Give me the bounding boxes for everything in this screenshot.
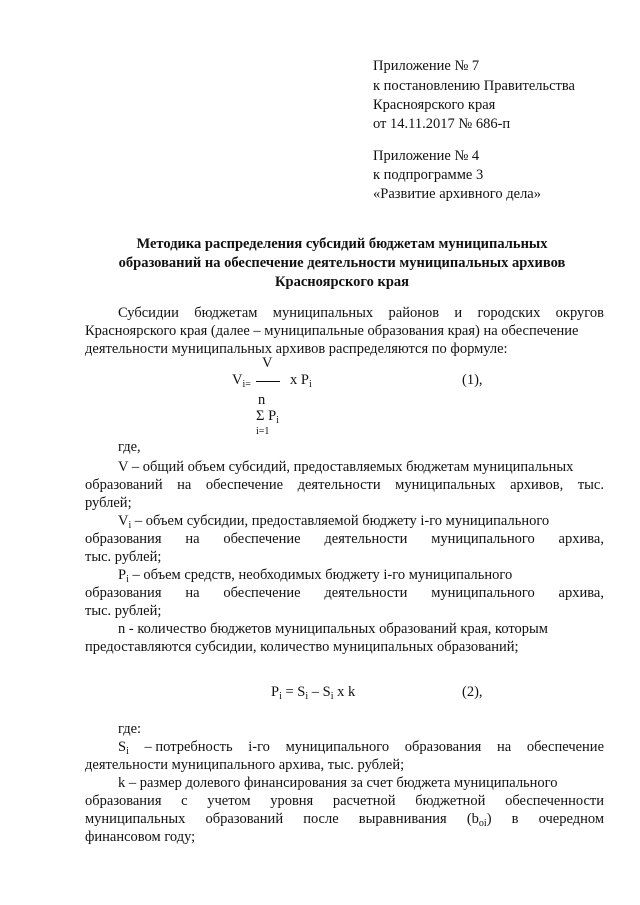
def-k-line: k – размер долевого финансирования за счет бюджета муниципального [118,775,558,791]
def-v-line: V – общий объем субсидий, предоставляемых бюджетам муниципальных [118,459,574,475]
appendix-line: Приложение № 7 [373,58,480,74]
def-k-line: финансовом году; [85,829,196,845]
title-line: Красноярского края [275,274,409,290]
appendix-sub-line: «Развитие архивного дела» [373,186,541,202]
formula-numerator: V [262,355,273,371]
formula-number: (1), [462,372,483,388]
intro-line: Субсидии бюджетам муниципальных районов и городских округов [118,305,604,321]
def-k-line: муниципальных образований после выравнивания $(b_{oi})$ в очередном [85,811,604,829]
def-vi-line: $V_i$ – объем субсидии, предоставляемой бюджету i-го муниципального [118,513,550,531]
where-label: где, [118,439,141,455]
formula-2-expression: $P_i = S_i - S_i$ x k [271,684,356,702]
def-si-line: деятельности муниципального архива, тыс. рублей; [85,757,405,773]
sum-expression: Σ $P_i$ [256,408,279,426]
def-pi-line: образования на обеспечение деятельности муниципального архива, [85,585,604,601]
def-k-line: образования с учетом уровня расчетной бюджетной обеспеченности [85,793,604,809]
def-vi-line: образования на обеспечение деятельности муниципального архива, [85,531,604,547]
def-n-line: n - количество бюджетов муниципальных образований края, которым [118,621,548,637]
sum-lower-limit: i=1 [256,426,270,437]
def-v-line: рублей; [85,495,132,511]
fraction-bar [256,381,280,382]
appendix-line: Красноярского края [373,97,496,113]
formula-number: (2), [462,684,483,700]
intro-line: деятельности муниципальных архивов распределяются по формуле: [85,341,508,357]
where-label: где: [118,721,142,737]
formula-times: x $P_i$ [290,372,312,390]
def-pi-line: тыс. рублей; [85,603,162,619]
appendix-sub-line: к подпрограмме 3 [373,167,484,183]
title-line: Методика распределения субсидий бюджетам муниципальных [136,236,548,252]
formula-lhs: $V_{i=}$ [232,372,251,390]
def-vi-line: тыс. рублей; [85,549,162,565]
sum-upper-limit: n [258,392,266,408]
title-line: образований на обеспечение деятельности муниципальных архивов [118,255,566,271]
appendix-line: от 14.11.2017 № 686-п [373,116,511,132]
def-pi-line: $P_i$ – объем средств, необходимых бюджету i-го муниципального [118,567,513,585]
appendix-sub-line: Приложение № 4 [373,148,480,164]
appendix-line: к постановлению Правительства [373,78,575,94]
def-v-line: образований на обеспечение деятельности муниципальных архивов, тыс. [85,477,604,493]
def-si-line: $S_i$ – потребность i-го муниципального образования на обеспечение [118,739,604,757]
def-n-line: предоставляются субсидии, количество муниципальных образований; [85,639,519,655]
intro-line: Красноярского края (далее – муниципальные образования края) на обеспечение [85,323,579,339]
